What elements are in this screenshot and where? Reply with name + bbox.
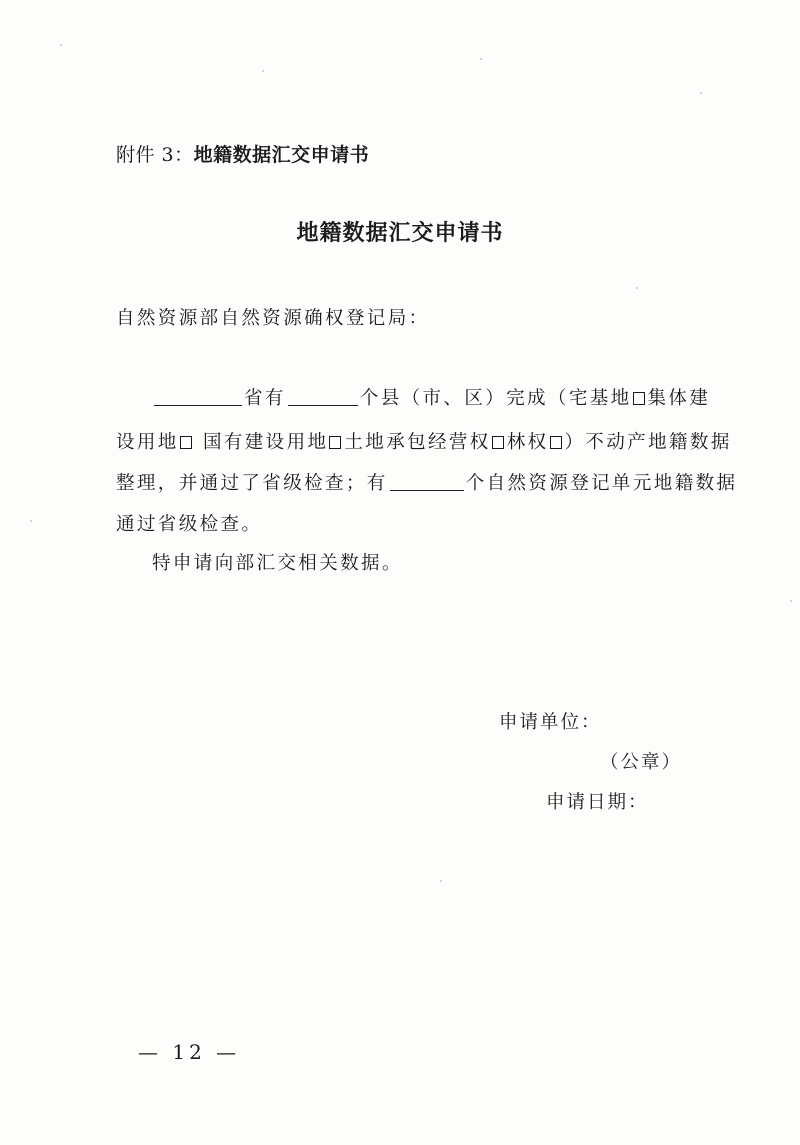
body-line-5: 特申请向部汇交相关数据。 — [152, 553, 403, 574]
body-l2-d: 林权 — [506, 432, 549, 453]
collective-land-checkbox[interactable] — [180, 436, 192, 449]
province-blank[interactable] — [154, 387, 242, 406]
attachment-title: 地籍数据汇交申请书 — [193, 144, 370, 166]
body-province-text: 省有 — [244, 388, 286, 409]
contract-land-checkbox[interactable] — [492, 436, 504, 449]
body-line-2 — [116, 428, 732, 454]
body-l2-e: ）不动产地籍数据 — [564, 432, 732, 453]
body-l2-a: 设用地 — [116, 432, 179, 453]
scan-speck — [60, 44, 62, 46]
attachment-prefix: 附件 3： — [116, 144, 194, 166]
scan-speck — [636, 287, 638, 289]
attachment-heading — [116, 140, 369, 167]
body-l2-b: 国有建设用地 — [202, 432, 329, 453]
body-collective-text: 集体建 — [647, 388, 711, 409]
scan-speck — [440, 880, 442, 882]
body-county-text: 个县（市、区）完成（宅基地 — [359, 388, 632, 409]
applicant-label: 申请单位： — [499, 712, 602, 733]
body-l3-b: 个自然资源登记单元地籍数据 — [465, 473, 738, 494]
scan-speck — [480, 58, 482, 60]
body-l2-c: 土地承包经营权 — [344, 432, 491, 453]
addressee: 自然资源部自然资源确权登记局： — [116, 308, 430, 329]
body-line-4: 通过省级检查。 — [116, 514, 263, 535]
body-line-1 — [152, 384, 710, 410]
scan-speck — [700, 92, 702, 94]
date-label: 申请日期： — [546, 792, 649, 813]
scan-speck — [30, 520, 32, 522]
forest-right-checkbox[interactable] — [550, 436, 562, 449]
page-number: — 12 — — [138, 1040, 241, 1064]
seal-label: （公章） — [600, 752, 683, 773]
unit-count-blank[interactable] — [390, 472, 464, 491]
scan-speck — [262, 70, 264, 72]
body-line-3 — [116, 469, 737, 495]
homestead-checkbox[interactable] — [633, 392, 645, 405]
state-land-checkbox[interactable] — [329, 436, 341, 449]
document-title: 地籍数据汇交申请书 — [296, 220, 504, 246]
county-count-blank[interactable] — [288, 387, 358, 406]
scan-speck — [790, 600, 792, 602]
body-l3-a: 整理，并通过了省级检查；有 — [116, 473, 388, 494]
